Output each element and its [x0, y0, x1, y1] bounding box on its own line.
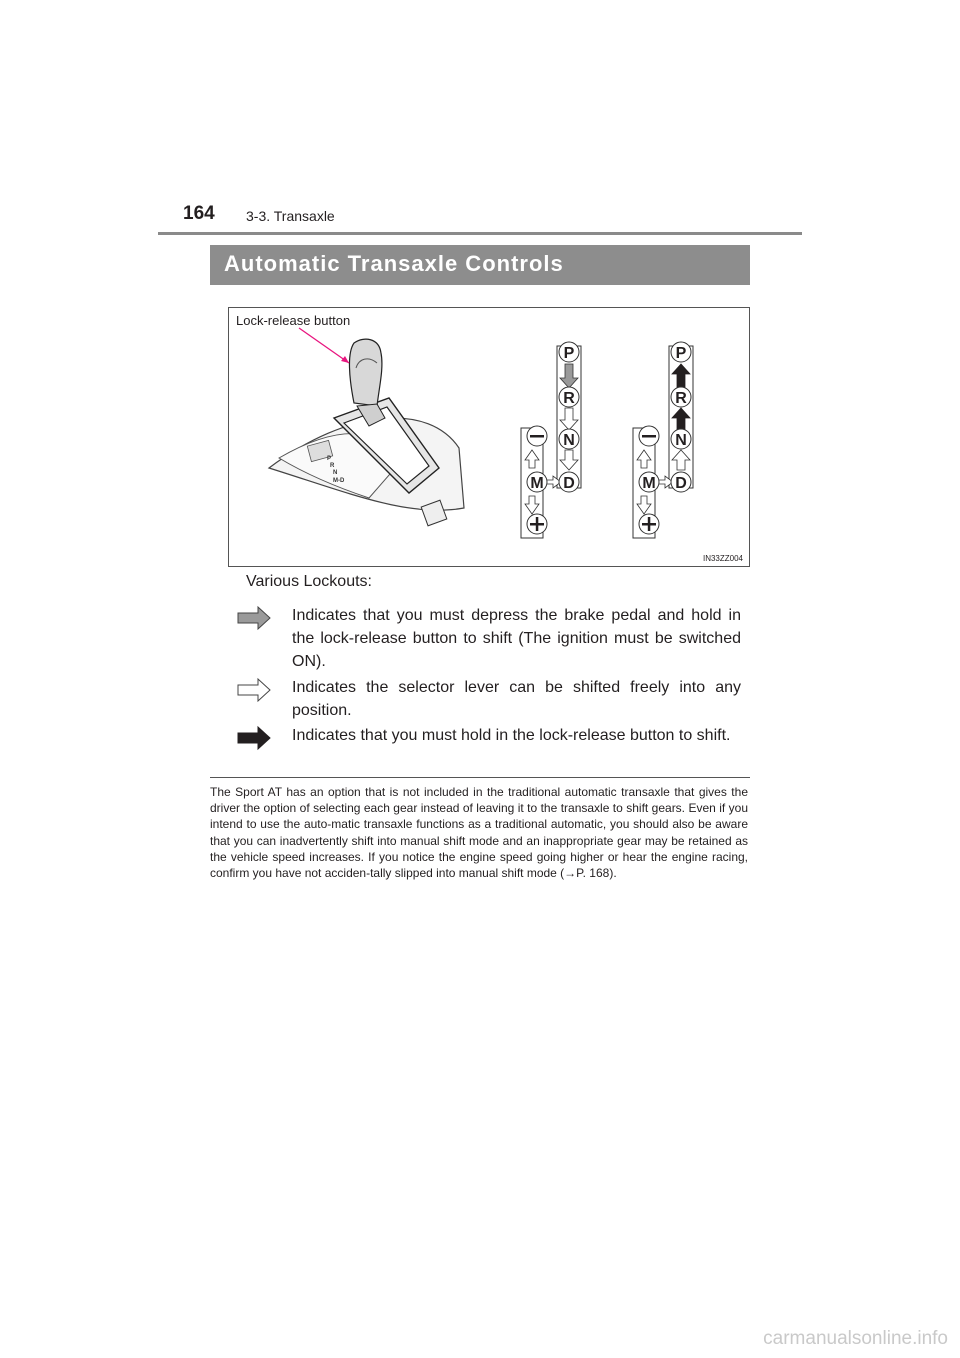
gate-label-r: R [563, 390, 575, 407]
minus-icon [642, 435, 656, 438]
console-label-r: R [330, 463, 335, 469]
shift-gate-right [633, 342, 693, 538]
minus-icon [530, 435, 544, 438]
sport-at-note: The Sport AT has an option that is not included in the traditional automatic transaxle that gives the driver the option of selecting each gear instead of leaving it to the transaxle to shift gears. Even if you intend to use the auto-matic transaxle functions as a traditional automatic, you should also be aware that you can inadvertently shift into manual shift mode and an inappropriate gear may be retained as the vehicle speed increases. If you notice the engine speed going higher or hear the engine racing, confirm you have not acciden-tally slipped into manual shift mode (→P. 168). [210, 785, 748, 881]
gate-label-d: D [563, 475, 575, 492]
page-number: 164 [183, 203, 215, 224]
shift-gate-left [521, 342, 581, 538]
gate-label-p: P [675, 345, 687, 362]
console-label-p: P [327, 456, 332, 462]
section-label: 3-3. Transaxle [246, 208, 335, 224]
black-filled-arrow-icon [236, 724, 272, 752]
lockouts-label: Various Lockouts: [246, 573, 372, 590]
gate-label-n: N [675, 432, 687, 449]
gate-label-m: M [530, 475, 544, 492]
legend-text: Indicates that you must depress the brake pedal and hold in the lock-release button to shift (The ignition must be switched ON). [292, 607, 741, 670]
console-label-md: M-D [333, 478, 345, 484]
watermark: carmanualsonline.info [763, 1328, 948, 1349]
outline-arrow-icon [236, 676, 272, 704]
legend-text: Indicates that you must hold in the lock-release button to shift. [292, 727, 731, 744]
gate-label-n: N [563, 432, 575, 449]
note-rule [210, 777, 750, 778]
gate-label-p: P [563, 345, 575, 362]
header-rule [158, 232, 802, 235]
figure-illustration [229, 308, 751, 568]
gate-label-r: R [675, 390, 687, 407]
figure-code: IN33ZZ004 [702, 554, 743, 563]
console-label-n: N [333, 470, 338, 476]
gate-label-d: D [675, 475, 687, 492]
shift-lever-figure [228, 307, 750, 567]
legend-text: Indicates the selector lever can be shifted freely into any position. [292, 679, 741, 719]
lock-release-callout: Lock-release button [236, 313, 351, 328]
page-title: Automatic Transaxle Controls [224, 251, 564, 276]
gate-label-m: M [642, 475, 656, 492]
title-bar [210, 245, 750, 285]
gray-filled-arrow-icon [236, 604, 272, 632]
